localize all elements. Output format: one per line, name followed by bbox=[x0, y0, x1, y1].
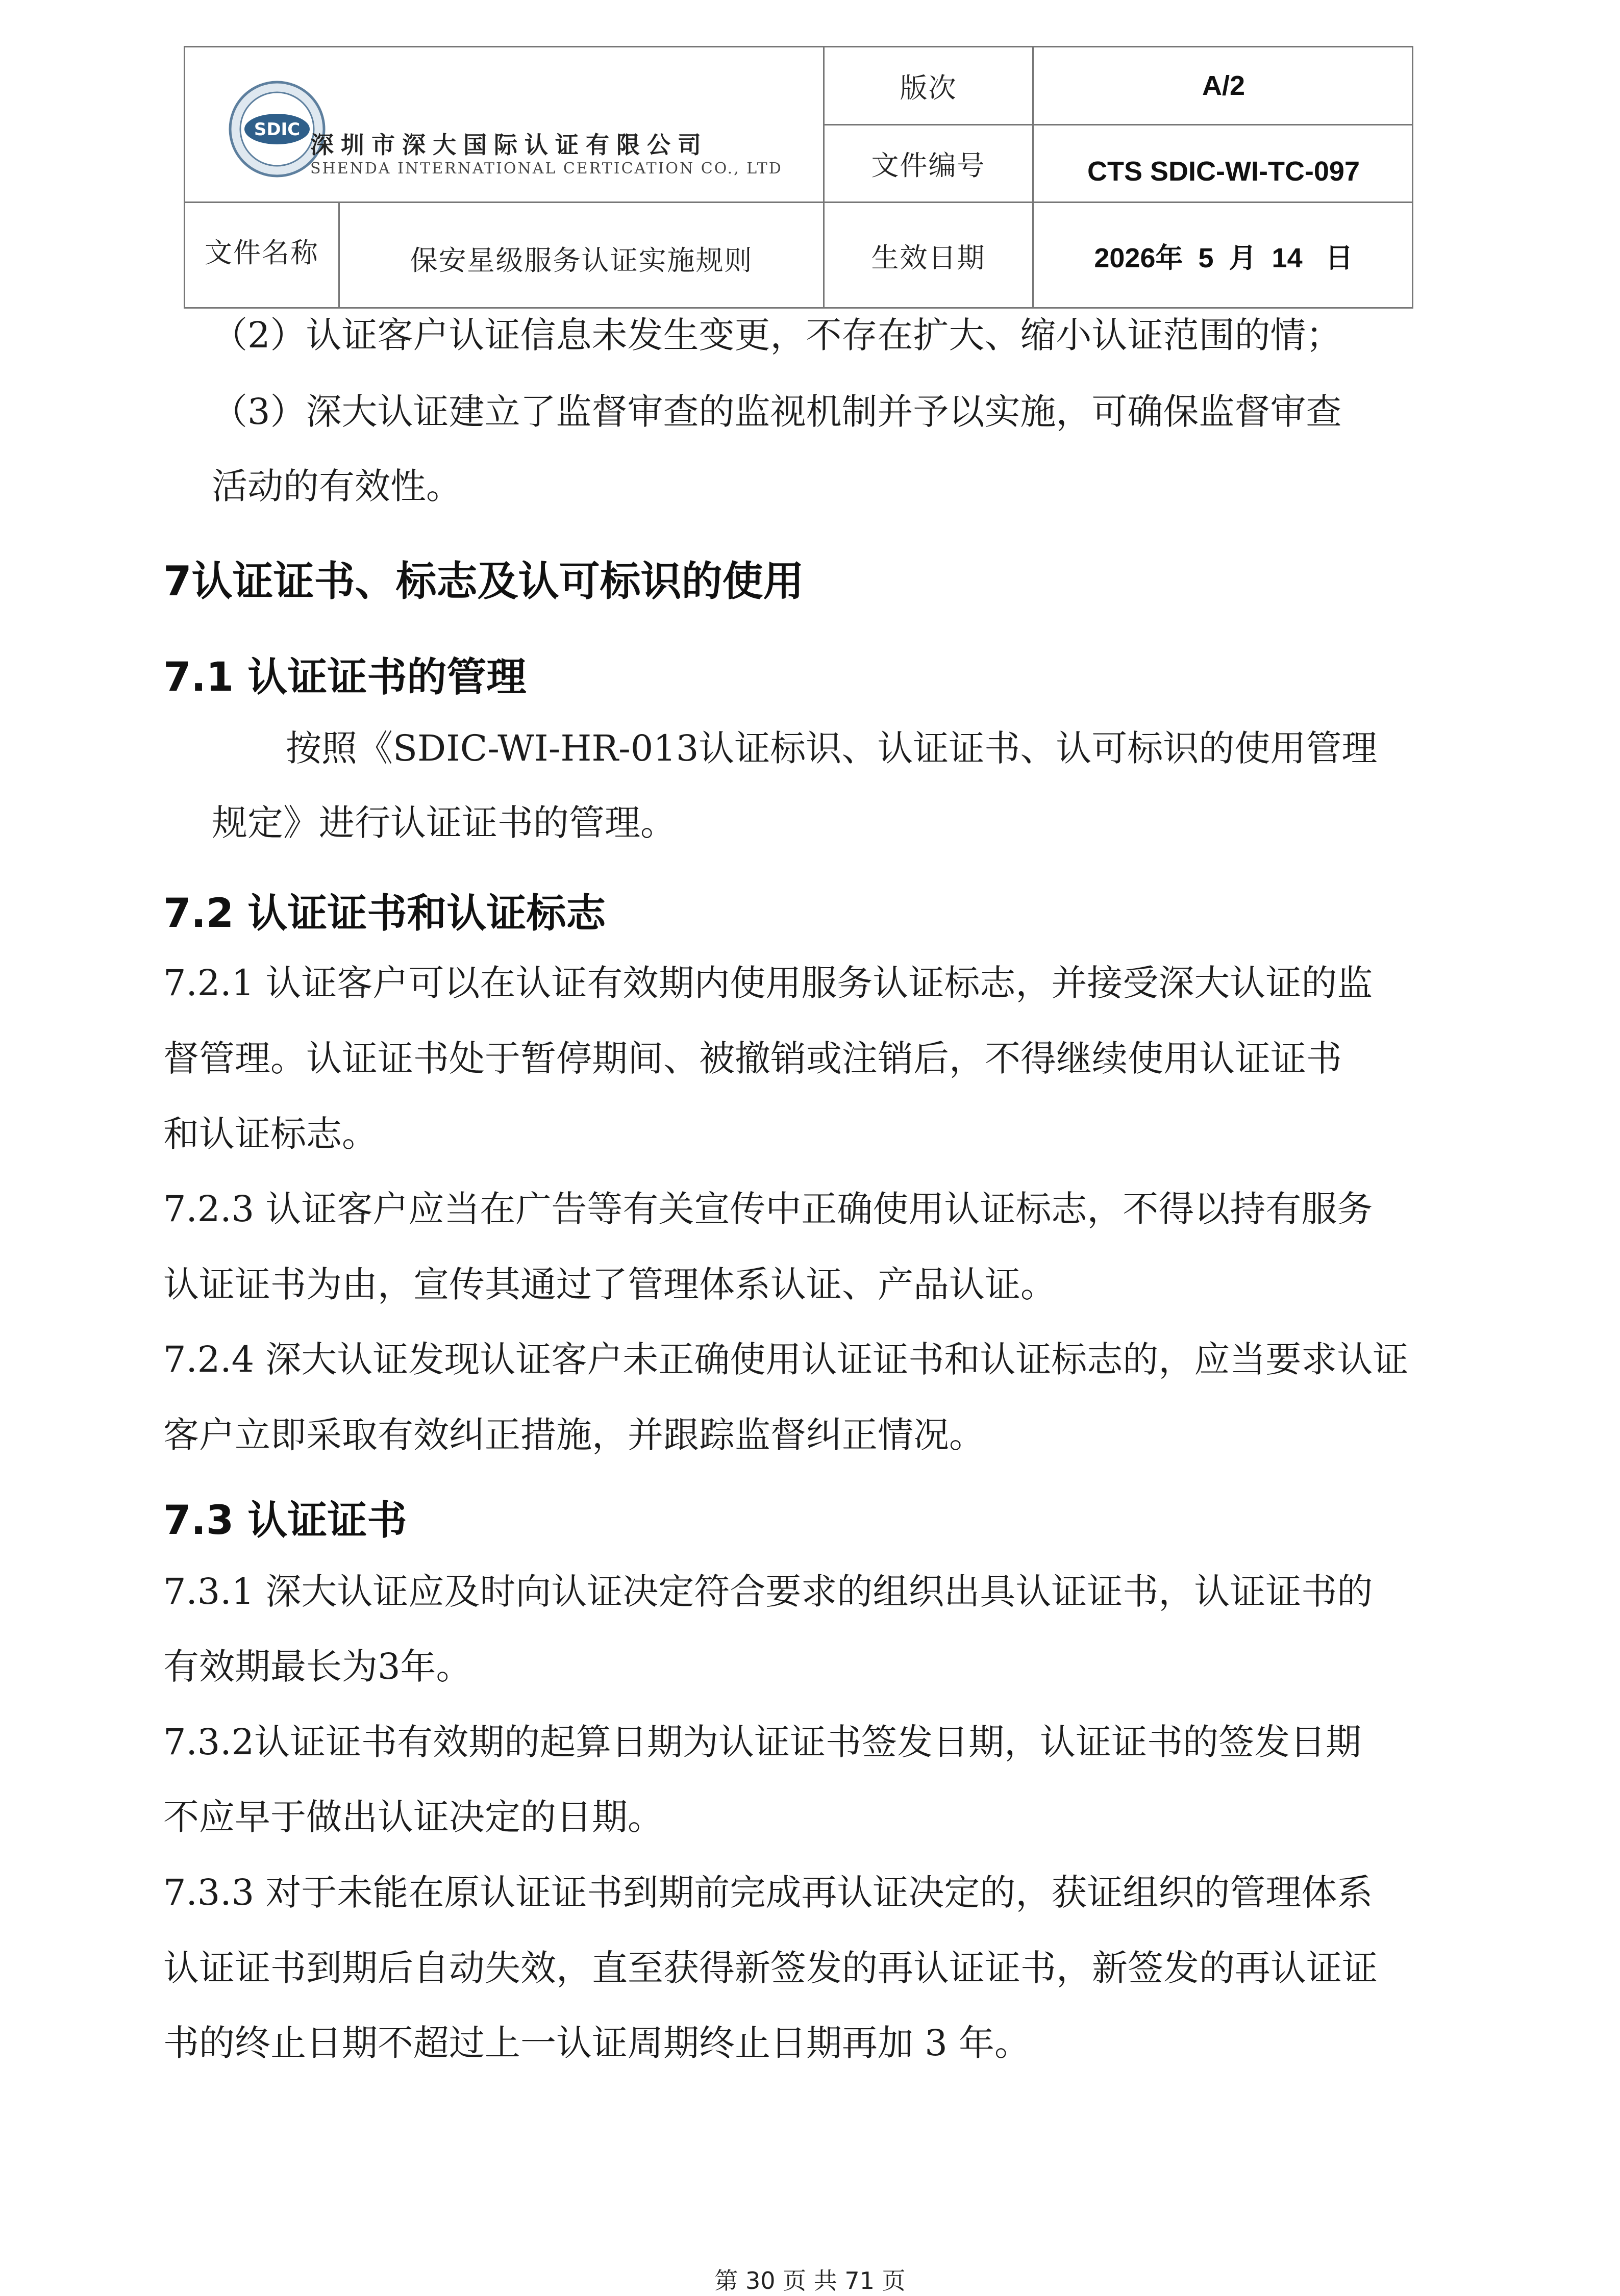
clause-7-2-1-line1: 7.2.1 认证客户可以在认证有效期内使用服务认证标志，并接受深大认证的监 bbox=[163, 962, 1373, 1004]
document-number-value: CTS SDIC-WI-TC-097 bbox=[1087, 156, 1360, 187]
clause-7-3-2-line1: 7.3.2认证证书有效期的起算日期为认证证书签发日期，认证证书的签发日期 bbox=[163, 1721, 1362, 1763]
paragraph-item-3-line1: （3）深大认证建立了监督审查的监视机制并予以实施，可确保监督审查 bbox=[212, 391, 1342, 433]
section-7-1-text-line2: 规定》进行认证证书的管理。 bbox=[212, 802, 676, 844]
section-7-3-heading: 7.3 认证证书 bbox=[163, 1498, 407, 1544]
section-7-1-text-line1: 按照《SDIC-WI-HR-013认证标识、认证证书、认可标识的使用管理 bbox=[286, 727, 1378, 769]
company-name-en: SHENDA INTERNATIONAL CERTICATION CO., LTD bbox=[310, 160, 783, 178]
version-label: 版次 bbox=[900, 71, 957, 104]
clause-7-2-4-line1: 7.2.4 深大认证发现认证客户未正确使用认证证书和认证标志的，应当要求认证 bbox=[163, 1339, 1409, 1380]
version-value: A/2 bbox=[1202, 70, 1245, 101]
company-name-cn: 深圳市深大国际认证有限公司 bbox=[310, 131, 708, 159]
file-name-value: 保安星级服务认证实施规则 bbox=[410, 244, 753, 276]
page-number: 第 30 页 共 71 页 bbox=[714, 2267, 906, 2294]
paragraph-item-2: （2）认证客户认证信息未发生变更，不存在扩大、缩小认证范围的情； bbox=[212, 314, 1342, 356]
clause-7-3-2-line2: 不应早于做出认证决定的日期。 bbox=[163, 1796, 663, 1838]
document-header-table bbox=[184, 46, 1413, 309]
file-name-label: 文件名称 bbox=[205, 237, 319, 269]
company-logo bbox=[226, 78, 787, 206]
clause-7-2-1-line3: 和认证标志。 bbox=[163, 1113, 378, 1155]
paragraph-item-3-line2: 活动的有效性。 bbox=[212, 465, 462, 507]
effective-date-label: 生效日期 bbox=[871, 242, 986, 274]
clause-7-2-4-line2: 客户立即采取有效纠正措施，并跟踪监督纠正情况。 bbox=[163, 1414, 985, 1456]
clause-7-2-3-line2: 认证证书为由，宣传其通过了管理体系认证、产品认证。 bbox=[163, 1264, 1056, 1305]
section-7-heading: 7认证证书、标志及认可标识的使用 bbox=[163, 558, 804, 605]
document-number-label: 文件编号 bbox=[871, 149, 986, 182]
clause-7-3-3-line2: 认证证书到期后自动失效，直至获得新签发的再认证证书，新签发的再认证证 bbox=[163, 1947, 1378, 1989]
section-7-2-heading: 7.2 认证证书和认证标志 bbox=[163, 891, 606, 937]
effective-date-value: 2026年 5 月 14 日 bbox=[1094, 243, 1353, 273]
clause-7-3-1-line1: 7.3.1 深大认证应及时向认证决定符合要求的组织出具认证证书，认证证书的 bbox=[163, 1571, 1373, 1612]
clause-7-3-3-line1: 7.3.3 对于未能在原认证证书到期前完成再认证决定的，获证组织的管理体系 bbox=[163, 1872, 1373, 1913]
clause-7-3-3-line3: 书的终止日期不超过上一认证周期终止日期再加 3 年。 bbox=[163, 2022, 1031, 2064]
clause-7-2-3-line1: 7.2.3 认证客户应当在广告等有关宣传中正确使用认证标志，不得以持有服务 bbox=[163, 1188, 1373, 1230]
logo-text: SDIC bbox=[254, 119, 301, 140]
clause-7-2-1-line2: 督管理。认证证书处于暂停期间、被撤销或注销后，不得继续使用认证证书 bbox=[163, 1038, 1342, 1079]
clause-7-3-1-line2: 有效期最长为3年。 bbox=[163, 1646, 472, 1687]
section-7-1-heading: 7.1 认证证书的管理 bbox=[163, 654, 527, 700]
